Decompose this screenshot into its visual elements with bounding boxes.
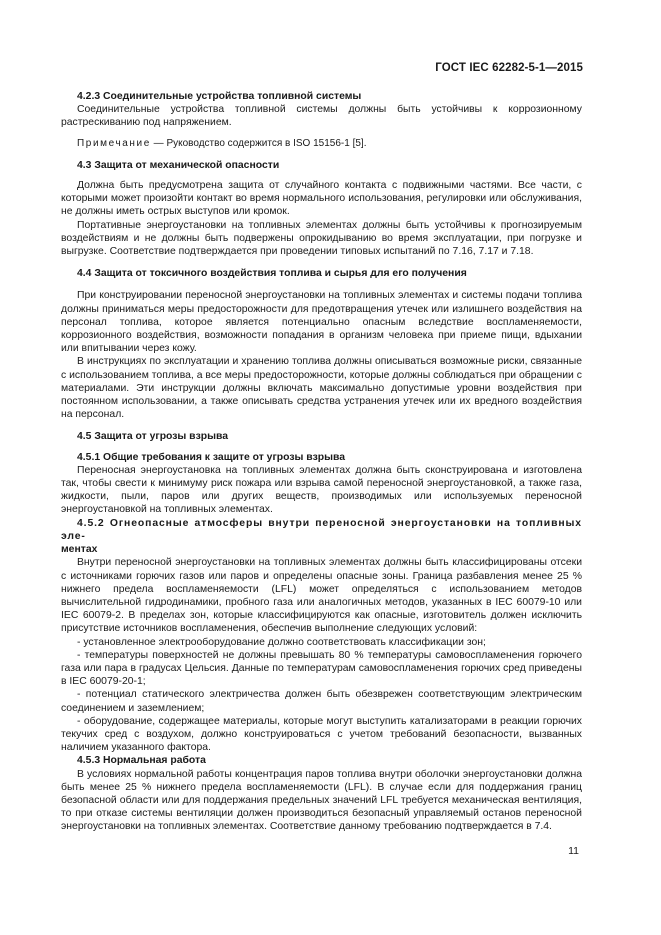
heading-4-5-3: 4.5.3 Нормальная работа xyxy=(77,755,206,767)
heading-4-5-2-continued: ментах xyxy=(61,544,98,556)
standard-id-header: ГОСТ IEC 62282-5-1—2015 xyxy=(435,62,583,74)
heading-4-4: 4.4 Защита от токсичного воздействия топлива и сырья для его получения xyxy=(77,268,467,280)
heading-4-3: 4.3 Защита от механической опасности xyxy=(77,159,280,171)
heading-4-5-1: 4.5.1 Общие требования к защите от угрозы взрыва xyxy=(77,451,346,463)
paragraph: Переносная энергоустановка на топливных элементах должна быть сконструирована и изготовлена так, чтобы свести к минимуму риск пожара или взрыва самой переносной энергоустановкой, а также газа, жидкости, пыли, паров или других веществ, производимых или используемых переносной энергоустановкой на топливных элементах. xyxy=(61,464,582,516)
paragraph: Соединительные устройства топливной системы должны быть устойчивы к коррозионному растрескиванию под напряжением. xyxy=(61,104,582,129)
paragraph: В условиях нормальной работы концентрация паров топлива внутри оболочки энергоустановки должна быть менее 25 % нижнего предела воспламеняемости (LFL). В случае если для поддержания границ безопасной области или для поддержания предельных значений LFL требуется механическая вентиляция, то при отказе системы вентиляции должен производиться безопасный управляемый останов переносной энергоустановки на топливных элементах. Соответствие данному требованию подтверждается в 7.4. xyxy=(61,768,582,833)
document-body xyxy=(61,90,582,834)
page-number: 11 xyxy=(568,845,579,857)
paragraph: Должна быть предусмотрена защита от случайного контакта с подвижными частями. Все части, с которыми может произойти контакт во время нормального использования, регулировки или обслуживания, не должны иметь острых выступов или кромок. xyxy=(61,180,582,218)
note-text: — Руководство содержится в ISO 15156-1 [5]. xyxy=(153,137,367,149)
paragraph: При конструировании переносной энергоустановки на топливных элементах и системы подачи топлива должны приниматься меры предосторожности для предотвращения утечек или излишнего воздействия на персонал топлива, которое является потенциально опасным вследствие воспламеняемости, коррозионного воздействия, возможности попадания в организм человека при приеме пищи, вдыхании или впитывании через кожу. xyxy=(61,290,582,355)
paragraph: Портативные энергоустановки на топливных элементах должны быть устойчивы к прогнозируемым воздействиям и не должны быть подвержены опрокидыванию во время эксплуатации, при погрузке и выгрузке. Соответствие подтверждается при проведении типовых испытаний по 7.16, 7.17 и 7.18. xyxy=(61,219,582,258)
note-label: Примечание xyxy=(77,137,151,149)
heading-4-5-2: 4.5.2 Огнеопасные атмосферы внутри переносной энергоустановки на топливных эле- xyxy=(61,517,582,542)
paragraph: Внутри переносной энергоустановки на топливных элементах должны быть классифицированы отсеки с источниками горючих газов или паров и определены опасные зоны. Граница разбавления менее 25 % нижнего предела воспламеняемости (LFL) может определяться с использованием методов вычислительной гидродинамики, пробного газа или аналогичных методов, указанных в IEC 60079-10 или IEC 60079-2. В пределах зон, которые классифицируются как опасные, изготовитель должен исключить присутствие источников воспламенения, обеспечив выполнение следующих условий: xyxy=(61,557,582,635)
list-item: - оборудование, содержащее материалы, которые могут выступить катализаторами в реакции горючих текучих сред с воздухом, должно конструироваться с учетом требований безопасности, вызванных наличием указанного фактора. xyxy=(61,715,582,754)
list-item: - потенциал статического электричества должен быть обезврежен соответствующим электрическим соединением и заземлением; xyxy=(61,689,582,714)
paragraph: В инструкциях по эксплуатации и хранению топлива должны описываться возможные риски, связанные с использованием топлива, а все меры предосторожности, которые должны соблюдаться при обращении с материалами. Эти инструкции должны включать максимально допустимые уровни воздействия при постоянном использовании, а также описывать средства устранения утечек или их вредного воздействия на персонал. xyxy=(61,356,582,421)
list-item: - температуры поверхностей не должны превышать 80 % температуры самовоспламенения горючего газа или пара в градусах Цельсия. Данные по температурам самовоспламенения горючих сред приведены в IEC 60079-20-1; xyxy=(61,649,582,688)
heading-4-2-3: 4.2.3 Соединительные устройства топливной системы xyxy=(77,91,362,102)
note xyxy=(61,137,582,150)
heading-4-5: 4.5 Защита от угрозы взрыва xyxy=(77,431,228,443)
list-item: - установленное электрооборудование должно соответствовать классификации зон; xyxy=(77,636,486,648)
